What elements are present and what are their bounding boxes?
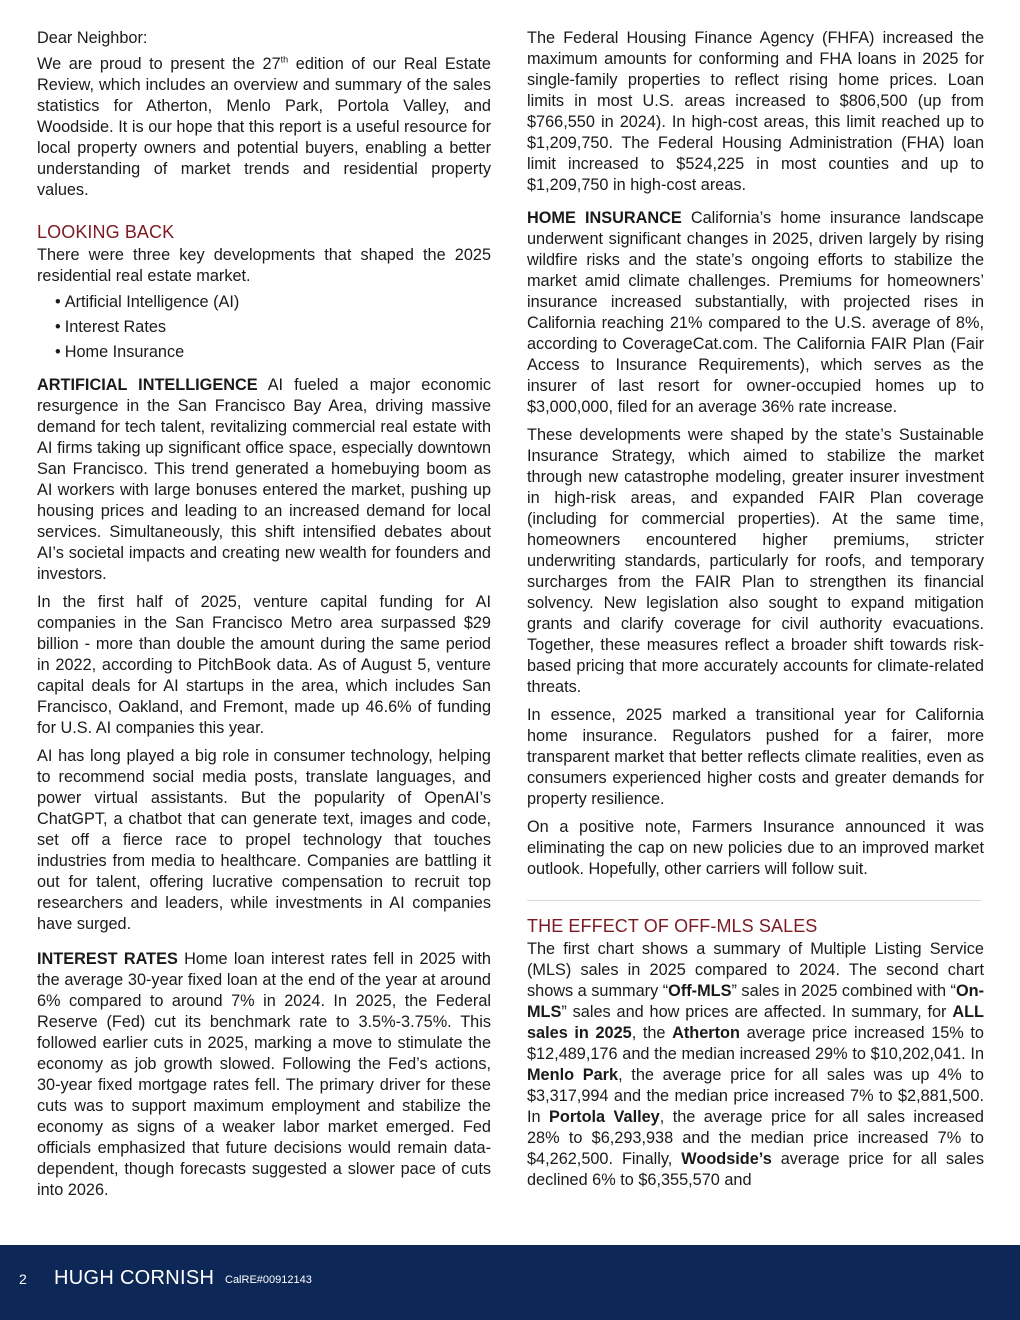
insurance-lead: HOME INSURANCE [527,209,682,227]
offmls-heading: THE EFFECT OF OFF-MLS SALES [527,916,818,936]
right-column [527,28,984,1198]
page-footer [0,1245,1020,1320]
rates-paragraph-1: INTEREST RATES Home loan interest rates fell in 2025 with the average 30-year fixed loan at the end of the year at around 6% compared to around 7% in 2024. In 2025, the Federal Reserve (Fed) cut its benchmark rate to 3.5%-3.75%. This followed earlier cuts in 2025, marking a move to stimulate the economy as job growth slowed. Following the Fed’s actions, 30-year fixed mortgage rates fell. The primary driver for these cuts was to support maximum employment and stabilize the economy as signs of a weaker labor market emerged. Fed officials emphasized that future decisions would remain data-dependent, though forecasts suggested a slower pace of cuts into 2026. [37,950,491,1199]
insurance-paragraph-4: On a positive note, Farmers Insurance announced it was eliminating the cap on new policies due to an improved market outlook. Hopefully, other carriers will follow suit. [527,818,984,878]
list-item: • Interest Rates [55,318,167,336]
page-number: 2 [19,1271,27,1287]
key-developments-list [55,292,491,363]
intro-paragraph: We are proud to present the 27th edition of our Real Estate Review, which includes an overview and summary of the sales statistics for Atherton, Menlo Park, Portola Valley, and Woodside. It is our hope that this report is a useful resource for local property owners and potential buyers, enabling a better understanding of market trends and residential property values. [37,54,491,199]
salutation: Dear Neighbor: [37,29,148,47]
insurance-paragraph-1: HOME INSURANCE California’s home insurance landscape underwent significant changes in 2025, driven largely by rising wildfire risks and the state’s ongoing efforts to stabilize the market amid climate challenges. Premiums for homeowners’ insurance increased substantially, with projected rises in California reaching 21% compared to the U.S. average of 8%, according to CoverageCat.com. The California FAIR Plan (Fair Access to Insurance Requirements), which serves as the insurer of last resort for owner-occupied homes up to $3,000,000, filed for an average 36% rate increase. [527,209,984,416]
rates-lead: INTEREST RATES [37,950,178,968]
ai-paragraph-3: AI has long played a big role in consumer technology, helping to recommend social media posts, translate languages, and power virtual assistants. But the popularity of OpenAI’s ChatGPT, a chatbot that can generate text, images and code, set off a fierce race to propel technology that touches industries from media to healthcare. Companies are battling it out for talent, offering lucrative compensation to recruit top researchers and leaders, while investments in AI companies have surged. [37,747,491,933]
insurance-paragraph-3: In essence, 2025 marked a transitional year for California home insurance. Regulators pushed for a fairer, more transparent market that better reflects climate realities, even as consumers experienced higher costs and greater demands for property resilience. [527,706,984,808]
bullet-icon: • [55,343,61,361]
license-number: CalRE#00912143 [225,1274,312,1286]
bullet-icon: • [55,318,61,336]
offmls-paragraph: The first chart shows a summary of Multiple Listing Service (MLS) sales in 2025 compared to 2024. The second chart shows a summary “Off-MLS” sales in 2025 combined with “On-MLS” sales and how prices are affected. In summary, for ALL sales in 2025, the Atherton average price increased 15% to $12,489,176 and the median increased 29% to $10,202,041. In Menlo Park, the average price for all sales was up 4% to $3,317,994 and the median price increased 7% to $2,881,500. In Portola Valley, the average price for all sales increased 28% to $6,293,938 and the median price increased 7% to $4,262,500. Finally, Woodside’s average price for all sales declined 6% to $6,355,570 and [527,940,984,1189]
insurance-paragraph-2: These developments were shaped by the state’s Sustainable Insurance Strategy, which aimed to stabilize the market through new catastrophe modeling, greater insurer investment in high-risk areas, and expanded FAIR Plan coverage (including for commercial properties). At the same time, homeowners encountered higher premiums, stricter underwriting standards, particularly for roofs, and temporary surcharges from the FAIR Plan to strengthen its financial solvency. New legislation also sought to expand mitigation grants and clarify coverage for civil authority evacuations. Together, these measures reflect a broader shift towards risk-based pricing that more accurately accounts for climate-related threats. [527,426,984,696]
rates-paragraph-2: The Federal Housing Finance Agency (FHFA) increased the maximum amounts for conforming and FHA loans in 2025 for single-family properties to reflect rising home prices. Loan limits in most U.S. areas increased to $806,500 (up from $766,550 in 2024). In high-cost areas, this limit reached up to $1,209,750. The Federal Housing Administration (FHA) loan limit increased to $524,225 in most counties and up to $1,209,750 in high-cost areas. [527,29,984,194]
ai-paragraph-1: ARTIFICIAL INTELLIGENCE AI fueled a major economic resurgence in the San Francisco Bay Area, driving massive demand for tech talent, revitalizing commercial real estate with AI firms taking up significant office space, especially downtown San Francisco. This trend generated a homebuying boom as AI workers with large bonuses entered the market, pushing up housing prices and leading to an increased demand for local services. Simultaneously, this shift intensified debates about AI’s societal impacts and creating new wealth for founders and investors. [37,376,491,583]
list-item: • Artificial Intelligence (AI) [55,293,240,311]
looking-back-intro: There were three key developments that shaped the 2025 residential real estate market. [37,246,491,285]
looking-back-heading: LOOKING BACK [37,222,175,242]
ordinal-suffix: th [280,54,289,65]
brand-name: HUGH CORNISH [54,1267,215,1289]
ai-lead: ARTIFICIAL INTELLIGENCE [37,376,258,394]
left-column [37,28,491,1208]
bullet-icon: • [55,293,61,311]
list-item: • Home Insurance [55,343,185,361]
ai-paragraph-2: In the first half of 2025, venture capital funding for AI companies in the San Francisco Metro area surpassed $29 billion - more than double the amount during the same period in 2022, according to PitchBook data. As of August 5, venture capital deals for AI startups in the area, which includes San Francisco, Oakland, and Fremont, made up 46.6% of funding for U.S. AI companies this year. [37,593,491,737]
section-divider [527,900,981,901]
